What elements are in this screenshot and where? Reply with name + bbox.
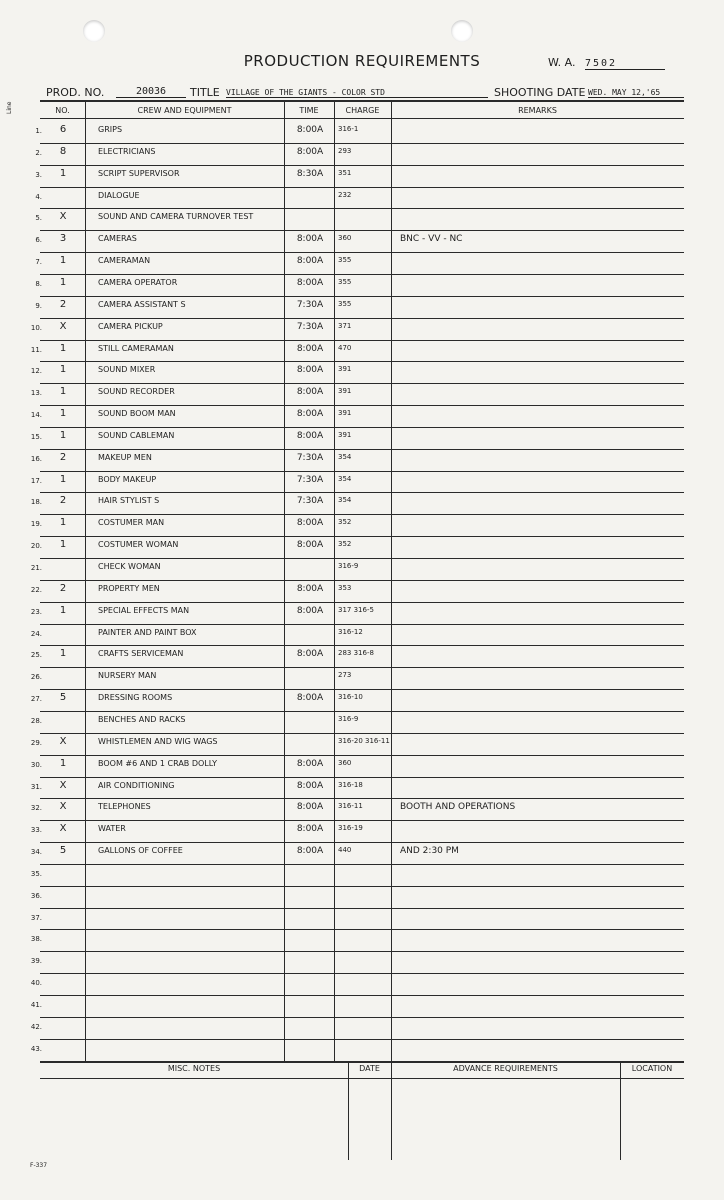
row-crew-item: CHECK WOMAN <box>98 562 161 571</box>
work-authorization <box>548 56 665 70</box>
row-time: 8:00A <box>296 387 324 398</box>
row-time: 8:00A <box>296 649 324 660</box>
row-line-number: 23. <box>30 607 42 616</box>
row-divider <box>40 318 684 319</box>
row-line-number: 28. <box>30 716 42 725</box>
row-line-number: 34. <box>30 848 42 857</box>
row-charge: 354 <box>338 452 352 461</box>
row-charge: 316-9 <box>338 714 359 723</box>
row-time: 8:00A <box>296 846 324 857</box>
row-divider <box>40 580 684 581</box>
advance-requirements-header: ADVANCE REQUIREMENTS <box>453 1064 558 1073</box>
row-divider <box>40 602 684 603</box>
row-time: 8:30A <box>296 168 324 179</box>
row-count: X <box>59 823 67 835</box>
shooting-date-label: SHOOTING DATE <box>494 86 586 99</box>
row-divider <box>40 820 684 821</box>
row-charge: 360 <box>338 758 352 767</box>
row-line-number: 9. <box>35 301 42 310</box>
row-divider <box>40 296 684 297</box>
row-line-number: 17. <box>30 476 42 485</box>
row-time: 7:30A <box>296 299 324 310</box>
row-divider <box>40 187 684 188</box>
footer-top-border <box>40 1062 684 1063</box>
col-divider-time <box>334 100 335 1062</box>
row-count: 5 <box>59 692 67 704</box>
row-charge: 391 <box>338 387 352 396</box>
row-charge: 354 <box>338 496 352 505</box>
col-divider-charge <box>391 100 392 1062</box>
row-line-number: 7. <box>35 258 42 267</box>
row-divider <box>40 711 684 712</box>
form-title: PRODUCTION REQUIREMENTS <box>243 52 481 70</box>
row-time: 8:00A <box>296 125 324 135</box>
row-divider <box>40 405 684 406</box>
row-charge: 273 <box>338 671 352 680</box>
row-line-number: 41. <box>30 1001 42 1009</box>
row-line-number: 3. <box>35 170 42 179</box>
location-header: LOCATION <box>631 1064 673 1073</box>
row-charge: 391 <box>338 430 352 439</box>
row-charge: 440 <box>338 846 352 855</box>
row-time: 8:00A <box>296 802 324 813</box>
row-line-number: 20. <box>30 542 42 551</box>
row-crew-item: CAMERA ASSISTANT S <box>98 299 186 309</box>
row-divider <box>40 951 684 952</box>
row-line-number: 4. <box>35 192 42 201</box>
row-line-number: 14. <box>30 411 42 420</box>
row-line-number: 11. <box>30 345 42 354</box>
row-charge: 316-20 316-11 <box>338 736 390 745</box>
row-count: 1 <box>59 473 67 485</box>
row-count: 8 <box>59 145 67 157</box>
row-line-number: 24. <box>30 629 42 638</box>
row-charge: 371 <box>338 321 352 330</box>
col-header-charge: CHARGE <box>345 106 380 115</box>
row-line-number: 6. <box>35 236 42 245</box>
row-divider <box>40 536 684 537</box>
row-crew-item: CAMERA OPERATOR <box>98 277 178 287</box>
row-line-number: 25. <box>30 651 42 660</box>
row-crew-item: PAINTER AND PAINT BOX <box>98 627 197 637</box>
row-time: 8:00A <box>296 693 324 704</box>
line-column-label: Line <box>6 101 13 114</box>
row-count: X <box>59 779 67 791</box>
title-label: TITLE <box>190 86 220 99</box>
row-divider <box>40 340 684 341</box>
wa-value: 7502 <box>585 58 665 70</box>
row-divider <box>40 667 684 668</box>
row-divider <box>40 165 684 166</box>
row-divider <box>40 973 684 974</box>
row-charge: 354 <box>338 474 352 483</box>
row-time: 7:30A <box>296 496 324 507</box>
row-divider <box>40 252 684 253</box>
row-time: 8:00A <box>296 343 324 354</box>
row-count: 1 <box>59 342 67 354</box>
row-charge: 353 <box>338 583 352 592</box>
row-line-number: 10. <box>30 323 42 332</box>
shooting-date-value: WED. MAY 12,'65 <box>588 88 684 98</box>
row-charge: 355 <box>338 256 352 265</box>
row-crew-item: SOUND AND CAMERA TURNOVER TEST <box>98 212 254 222</box>
row-divider <box>40 886 684 887</box>
row-time: 8:00A <box>296 146 324 157</box>
row-divider <box>40 471 684 472</box>
row-divider <box>40 1017 684 1018</box>
row-charge: 316-12 <box>338 627 363 636</box>
row-line-number: 30. <box>30 760 42 769</box>
row-divider <box>40 777 684 778</box>
col-header-time: TIME <box>299 106 319 115</box>
row-divider <box>40 995 684 996</box>
wa-label: W. A. <box>548 56 576 69</box>
row-crew-item: SOUND MIXER <box>98 365 156 375</box>
row-crew-item: AIR CONDITIONING <box>98 780 175 790</box>
row-charge: 316-10 <box>338 693 363 702</box>
row-divider <box>40 842 684 843</box>
row-divider <box>40 733 684 734</box>
row-line-number: 43. <box>30 1044 42 1053</box>
row-charge: 355 <box>338 277 352 286</box>
row-charge: 391 <box>338 365 352 374</box>
row-charge: 316-1 <box>338 125 359 133</box>
row-divider <box>40 798 684 799</box>
row-count: 1 <box>59 757 67 769</box>
row-crew-item: DRESSING ROOMS <box>98 693 173 703</box>
row-count: X <box>59 211 67 223</box>
row-count: 1 <box>59 604 67 616</box>
row-divider <box>40 449 684 450</box>
row-charge: 283 316-8 <box>338 649 374 658</box>
row-charge: 317 316-5 <box>338 605 374 614</box>
row-line-number: 13. <box>30 389 42 398</box>
row-count: 2 <box>59 298 67 310</box>
date-header: DATE <box>359 1064 380 1073</box>
row-line-number: 37. <box>30 913 42 922</box>
row-line-number: 31. <box>30 782 42 791</box>
row-count: 2 <box>59 495 67 507</box>
row-divider <box>40 492 684 493</box>
row-crew-item: PROPERTY MEN <box>98 583 160 593</box>
footer-header-border <box>40 1078 684 1079</box>
row-crew-item: SOUND BOOM MAN <box>98 409 176 419</box>
row-count: 6 <box>59 124 67 135</box>
row-line-number: 2. <box>35 148 42 157</box>
punch-hole-right <box>451 20 473 42</box>
row-crew-item: ELECTRICIANS <box>98 146 156 156</box>
row-crew-item: CAMERAS <box>98 234 137 244</box>
row-line-number: 12. <box>30 367 42 376</box>
row-count: 1 <box>59 364 67 376</box>
row-time: 8:00A <box>296 758 324 769</box>
row-crew-item: CAMERA PICKUP <box>98 321 163 331</box>
row-time: 7:30A <box>296 321 324 332</box>
row-divider <box>40 383 684 384</box>
prod-no-label: PROD. NO. <box>46 86 105 99</box>
row-divider <box>40 361 684 362</box>
row-count: 3 <box>59 233 67 245</box>
form-number: F-337 <box>30 1162 48 1169</box>
row-charge: 352 <box>338 540 352 549</box>
row-line-number: 40. <box>30 979 42 988</box>
row-charge: 391 <box>338 409 352 418</box>
row-time: 8:00A <box>296 256 324 267</box>
row-charge: 316-19 <box>338 824 363 833</box>
row-line-number: 15. <box>30 432 42 441</box>
table-top-border <box>40 100 684 102</box>
row-line-number: 19. <box>30 520 42 529</box>
row-line-number: 21. <box>30 564 42 572</box>
row-charge: 316-9 <box>338 562 359 570</box>
row-divider <box>40 427 684 428</box>
row-charge: 293 <box>338 146 352 155</box>
row-divider <box>40 864 684 865</box>
row-count: 1 <box>59 276 67 288</box>
row-count: X <box>59 735 67 747</box>
title-value: VILLAGE OF THE GIANTS - COLOR STD <box>226 88 488 98</box>
row-divider <box>40 143 684 144</box>
row-line-number: 8. <box>35 279 42 288</box>
col-divider-crew <box>284 100 285 1062</box>
footer-divider-date <box>348 1062 349 1160</box>
row-line-number: 36. <box>30 891 42 900</box>
row-remarks: BNC - VV - NC <box>400 234 463 245</box>
row-divider <box>40 208 684 209</box>
row-time: 7:30A <box>296 474 324 485</box>
row-crew-item: TELEPHONES <box>98 802 151 812</box>
misc-notes-header: MISC. NOTES <box>167 1064 221 1073</box>
row-crew-item: CRAFTS SERVICEMAN <box>98 649 184 659</box>
row-count: 2 <box>59 451 67 463</box>
row-count: X <box>59 801 67 813</box>
row-line-number: 42. <box>30 1022 42 1031</box>
row-remarks: AND 2:30 PM <box>400 846 459 857</box>
row-divider <box>40 230 684 231</box>
row-crew-item: MAKEUP MEN <box>98 452 152 462</box>
table-header-border <box>40 118 684 119</box>
row-divider <box>40 1039 684 1040</box>
row-time: 8:00A <box>296 540 324 551</box>
row-crew-item: SPECIAL EFFECTS MAN <box>98 605 190 615</box>
row-count: 1 <box>59 517 67 529</box>
row-count: X <box>59 320 67 332</box>
row-line-number: 32. <box>30 804 42 813</box>
row-line-number: 27. <box>30 695 42 704</box>
row-crew-item: BENCHES AND RACKS <box>98 714 186 724</box>
row-line-number: 1. <box>35 127 42 135</box>
row-charge: 316-18 <box>338 780 363 789</box>
row-count: 1 <box>59 386 67 398</box>
row-crew-item: WATER <box>98 824 126 834</box>
row-line-number: 39. <box>30 957 42 966</box>
row-divider <box>40 624 684 625</box>
row-line-number: 22. <box>30 585 42 594</box>
row-count: 1 <box>59 167 67 179</box>
prod-no-value: 20036 <box>116 86 186 98</box>
row-divider <box>40 514 684 515</box>
row-count: 1 <box>59 539 67 551</box>
row-time: 8:00A <box>296 365 324 376</box>
row-time: 8:00A <box>296 409 324 420</box>
row-divider <box>40 274 684 275</box>
col-divider-no <box>85 100 86 1062</box>
row-crew-item: NURSERY MAN <box>98 671 157 681</box>
row-crew-item: STILL CAMERAMAN <box>98 343 174 353</box>
row-line-number: 16. <box>30 454 42 463</box>
row-charge: 316-11 <box>338 802 363 811</box>
row-divider <box>40 689 684 690</box>
row-count: 1 <box>59 255 67 267</box>
row-time: 8:00A <box>296 780 324 791</box>
row-charge: 470 <box>338 343 352 352</box>
row-time: 8:00A <box>296 583 324 594</box>
row-time: 8:00A <box>296 430 324 441</box>
footer-divider-advance <box>391 1062 392 1160</box>
footer-divider-location <box>620 1062 621 1160</box>
row-line-number: 26. <box>30 673 42 682</box>
row-time: 7:30A <box>296 452 324 463</box>
punch-hole-left <box>83 20 105 42</box>
row-line-number: 5. <box>35 214 42 223</box>
row-time: 8:00A <box>296 518 324 529</box>
row-line-number: 38. <box>30 935 42 944</box>
row-crew-item: DIALOGUE <box>98 190 140 200</box>
row-divider <box>40 908 684 909</box>
row-charge: 351 <box>338 168 352 177</box>
row-count: 2 <box>59 582 67 594</box>
row-line-number: 35. <box>30 869 42 878</box>
row-crew-item: GRIPS <box>98 125 123 134</box>
row-time: 8:00A <box>296 234 324 245</box>
row-crew-item: SOUND CABLEMAN <box>98 430 175 440</box>
row-crew-item: GALLONS OF COFFEE <box>98 846 183 856</box>
row-crew-item: SCRIPT SUPERVISOR <box>98 168 180 178</box>
row-crew-item: CAMERAMAN <box>98 256 151 266</box>
row-line-number: 29. <box>30 738 42 747</box>
row-crew-item: SOUND RECORDER <box>98 387 175 397</box>
row-crew-item: COSTUMER WOMAN <box>98 540 179 550</box>
row-line-number: 18. <box>30 498 42 507</box>
row-crew-item: BODY MAKEUP <box>98 474 157 484</box>
row-divider <box>40 645 684 646</box>
row-charge: 355 <box>338 299 352 308</box>
row-count: 1 <box>59 648 67 660</box>
row-divider <box>40 929 684 930</box>
col-header-no: NO. <box>55 106 70 115</box>
row-divider <box>40 558 684 559</box>
row-charge: 232 <box>338 190 352 199</box>
row-remarks: BOOTH AND OPERATIONS <box>400 802 516 813</box>
row-time: 8:00A <box>296 605 324 616</box>
row-crew-item: WHISTLEMEN AND WIG WAGS <box>98 736 218 746</box>
col-header-crew: CREW AND EQUIPMENT <box>137 106 232 115</box>
row-crew-item: BOOM #6 AND 1 CRAB DOLLY <box>98 758 218 768</box>
row-line-number: 33. <box>30 826 42 835</box>
row-charge: 360 <box>338 234 352 243</box>
row-count: 1 <box>59 429 67 441</box>
row-time: 8:00A <box>296 824 324 835</box>
row-crew-item: COSTUMER MAN <box>98 518 165 528</box>
row-charge: 352 <box>338 518 352 527</box>
row-divider <box>40 755 684 756</box>
row-time: 8:00A <box>296 277 324 288</box>
col-header-remarks: REMARKS <box>518 106 557 115</box>
row-count: 5 <box>59 845 67 857</box>
row-count: 1 <box>59 408 67 420</box>
row-crew-item: HAIR STYLIST S <box>98 496 160 506</box>
